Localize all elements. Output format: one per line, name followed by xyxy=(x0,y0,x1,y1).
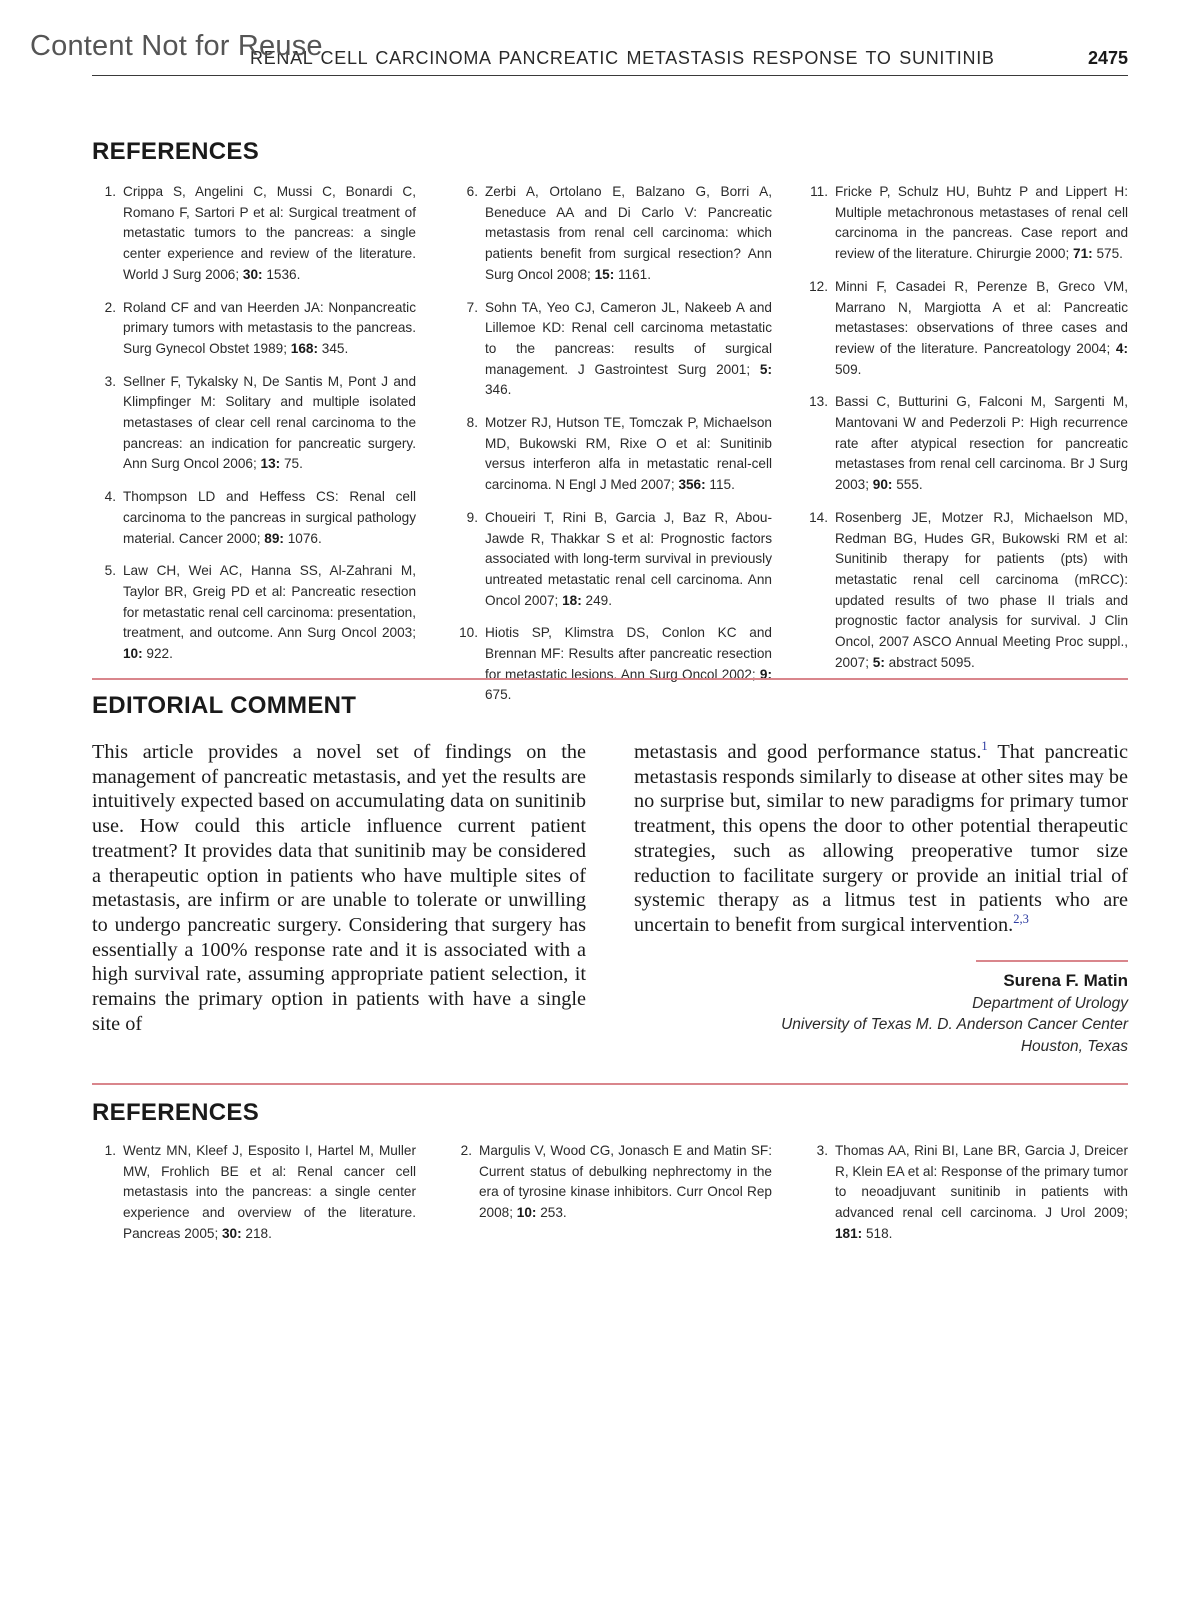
reference-volume: 168: xyxy=(290,340,318,356)
reference-citation: Minni F, Casadei R, Perenze B, Greco VM, Marrano N, Margiotta A et al: Pancreatic metastases: observations of three cases and review of the literature. Pancreatology 2004; xyxy=(835,278,1128,356)
signature-divider xyxy=(976,960,1128,962)
reference-volume: 13: xyxy=(260,456,281,472)
reference-pages: 249. xyxy=(581,592,612,608)
reference-item xyxy=(448,1141,772,1224)
reference-pages: 675. xyxy=(485,687,512,703)
references-heading: REFERENCES xyxy=(92,138,260,165)
citation-link[interactable]: 1 xyxy=(981,739,988,754)
reference-citation: Bassi C, Butturini G, Falconi M, Sargenti M, Mantovani W and Pederzoli P: High recurrence rate after atypical resection for pancreatic metastases from renal cell carcinoma. Br J Surg 2003; xyxy=(835,394,1128,493)
reference-citation: Fricke P, Schulz HU, Buhtz P and Lippert H: Multiple metachronous metastases of renal cell carcinoma in the pancreas. Case report and review of the literature. Chirurgie 2000; xyxy=(835,184,1128,262)
reference-pages: 218. xyxy=(241,1225,272,1241)
reference-pages: abstract 5095. xyxy=(884,654,975,670)
reference-citation: Crippa S, Angelini C, Mussi C, Bonardi C, Romano F, Sartori P et al: Surgical treatment of metastatic tumors to the pancreas: a single center experience and review of the literature. World J Surg 2006; xyxy=(123,184,416,282)
reference-pages: 509. xyxy=(835,361,862,377)
reference-text xyxy=(835,277,1128,381)
editorial-body xyxy=(92,740,1128,1057)
reference-citation: Roland CF and van Heerden JA: Nonpancreatic primary tumors with metastasis to the pancreas. Surg Gynecol Obstet 1989; xyxy=(123,299,416,356)
references-heading: REFERENCES xyxy=(92,1099,260,1126)
reference-number: 1. xyxy=(104,184,116,199)
reference-number: 10. xyxy=(459,625,478,641)
reference-volume: 10: xyxy=(123,646,143,662)
references-list xyxy=(92,1141,1128,1257)
editorial-heading: EDITORIAL COMMENT xyxy=(92,692,357,719)
section-divider xyxy=(92,678,1128,680)
reference-pages: 346. xyxy=(485,382,512,398)
reference-pages: 518. xyxy=(862,1225,893,1241)
reference-number: 1. xyxy=(104,1143,116,1158)
reference-item xyxy=(92,298,416,360)
author-location: Houston, Texas xyxy=(1020,1037,1128,1055)
reference-citation: Choueiri T, Rini B, Garcia J, Baz R, Abou-Jawde R, Thakkar S et al: Prognostic factors associated with long-term survival in previously untreated metastatic renal cell carcinoma. Ann Oncol 2007; xyxy=(485,509,772,608)
reference-citation: Wentz MN, Kleef J, Esposito I, Hartel M, Muller MW, Frohlich BE et al: Renal cancer cell metastasis into the pancreas: a single center experience and overview of the literature. Pancreas 2005; xyxy=(123,1143,416,1241)
editorial-paragraph-continued xyxy=(634,740,1128,938)
reference-column xyxy=(804,182,1128,718)
reference-column xyxy=(448,1141,772,1257)
reference-pages: 75. xyxy=(280,456,303,472)
reference-number: 2. xyxy=(104,299,116,315)
reference-text xyxy=(835,508,1128,674)
reference-volume: 9: xyxy=(759,666,772,682)
author-signature xyxy=(634,969,1128,1058)
reference-pages: 1536. xyxy=(262,266,301,282)
reference-number: 14. xyxy=(809,509,828,525)
citation-link[interactable]: 2,3 xyxy=(1013,912,1029,927)
reference-item xyxy=(92,182,416,286)
reference-volume: 71: xyxy=(1073,246,1093,262)
reference-text xyxy=(485,508,772,612)
reference-citation: Law CH, Wei AC, Hanna SS, Al-Zahrani M, Taylor BR, Greig PD et al: Pancreatic resection for metastatic renal cell carcinoma: presentation, treatment, and outcome. Ann Surg Oncol 2003; xyxy=(123,563,416,641)
reference-item xyxy=(804,1141,1128,1245)
reference-number: 9. xyxy=(466,509,478,525)
reference-number: 3. xyxy=(104,373,116,389)
reference-citation: Sohn TA, Yeo CJ, Cameron JL, Nakeeb A and Lillemoe KD: Renal cell carcinoma metastatic to the pancreas: results of surgical management. J Gastrointest Surg 2001; xyxy=(485,299,772,377)
reference-item xyxy=(448,298,772,402)
reference-number: 2. xyxy=(460,1143,472,1158)
reference-pages: 555. xyxy=(892,477,923,493)
reference-pages: 115. xyxy=(705,477,735,493)
reference-volume: 5: xyxy=(759,361,772,377)
reference-item xyxy=(92,1141,416,1245)
editorial-text: metastasis and good performance status. xyxy=(634,741,982,763)
reference-item xyxy=(448,413,772,496)
reference-text xyxy=(835,182,1128,265)
reference-pages: 922. xyxy=(142,646,173,662)
reference-item xyxy=(804,508,1128,674)
reference-item xyxy=(92,561,416,665)
reference-volume: 89: xyxy=(264,530,284,546)
editorial-text: That pancreatic metastasis responds similarly to disease at other sites may be no surprise but, similar to new paradigms for primary tumor treatment, this opens the door to other potential therapeutic strategies, such as allowing preoperative tumor size reduction to facilitate surgery or provide an initial trial of systemic therapy as a litmus test in patients who are uncertain to benefit from surgical intervention. xyxy=(634,741,1128,936)
reference-number: 12. xyxy=(809,278,828,294)
reference-pages: 253. xyxy=(536,1205,567,1221)
reference-text xyxy=(123,372,416,476)
reference-text xyxy=(835,1141,1128,1245)
running-title: RENAL CELL CARCINOMA PANCREATIC METASTASIS RESPONSE TO SUNITINIB xyxy=(250,48,995,68)
reference-item xyxy=(92,372,416,476)
reference-volume: 30: xyxy=(242,266,263,282)
reference-pages: 345. xyxy=(317,340,349,356)
reference-citation: Hiotis SP, Klimstra DS, Conlon KC and Brennan MF: Results after pancreatic resection for metastatic lesions. Ann Surg Oncol 2002; xyxy=(485,625,772,682)
reference-item xyxy=(804,277,1128,381)
reference-text xyxy=(485,182,772,286)
reference-item xyxy=(448,623,772,706)
reference-column xyxy=(448,182,772,718)
reference-text xyxy=(485,413,772,496)
reference-volume: 4: xyxy=(1115,340,1128,356)
reference-text xyxy=(835,392,1128,496)
reference-citation: Thomas AA, Rini BI, Lane BR, Garcia J, Dreicer R, Klein EA et al: Response of the primary tumor to neoadjuvant sunitinib in patients with advanced renal cell carcinoma. J Urol 2009; xyxy=(835,1143,1128,1221)
reference-pages: 575. xyxy=(1092,246,1123,262)
reference-text xyxy=(123,1141,416,1245)
reference-item xyxy=(92,487,416,549)
reference-volume: 90: xyxy=(872,477,893,493)
reference-volume: 30: xyxy=(222,1225,242,1241)
editorial-paragraph: This article provides a novel set of findings on the management of pancreatic metastasis, and yet the results are intuitively expected based on accumulating data on sunitinib use. How could this article influence current patient treatment? It provides data that sunitinib may be considered a therapeutic option in patients who have multiple sites of metastasis, are infirm or are unable to tolerate or unwilling to undergo pancreatic surgery. Considering that surgery has essentially a 100% response rate and it is associated with a high survival rate, assuming appropriate patient selection, it remains the primary option in patients with have a single site of xyxy=(92,741,586,1035)
reference-item xyxy=(804,182,1128,265)
reference-item xyxy=(804,392,1128,496)
reference-text xyxy=(123,561,416,665)
reference-citation: Thompson LD and Heffess CS: Renal cell carcinoma to the pancreas in surgical pathology material. Cancer 2000; xyxy=(123,489,416,546)
reference-number: 6. xyxy=(466,184,478,199)
reference-volume: 5: xyxy=(872,654,885,670)
author-name: Surena F. Matin xyxy=(1003,970,1128,990)
reference-volume: 181: xyxy=(835,1225,863,1241)
reference-number: 13. xyxy=(809,394,828,410)
reference-text xyxy=(485,623,772,706)
reference-volume: 356: xyxy=(678,477,706,493)
reference-citation: Margulis V, Wood CG, Jonasch E and Matin SF: Current status of debulking nephrectomy in the era of tyrosine kinase inhibitors. Curr Oncol Rep 2008; xyxy=(479,1143,772,1221)
watermark: Content Not for Reuse xyxy=(30,30,323,62)
reference-citation: Sellner F, Tykalsky N, De Santis M, Pont J and Klimpfinger M: Solitary and multiple isolated metastases of clear cell renal carcinoma to the pancreas: an indication for pancreatic surgery. Ann Surg Oncol 2006; xyxy=(123,373,416,472)
reference-number: 3. xyxy=(816,1143,828,1158)
section-divider xyxy=(92,1083,1128,1085)
reference-column xyxy=(92,1141,416,1257)
reference-number: 4. xyxy=(104,489,116,505)
reference-text xyxy=(123,298,416,360)
reference-pages: 1076. xyxy=(283,530,322,546)
reference-volume: 18: xyxy=(562,592,582,608)
reference-pages: 1161. xyxy=(614,266,652,282)
references-list xyxy=(92,182,1128,718)
reference-text xyxy=(123,182,416,286)
reference-column xyxy=(92,182,416,718)
reference-item xyxy=(448,508,772,612)
author-institution: University of Texas M. D. Anderson Cancer Center xyxy=(781,1016,1128,1034)
page-number: 2475 xyxy=(1087,48,1128,68)
reference-text xyxy=(123,487,416,549)
reference-citation: Motzer RJ, Hutson TE, Tomczak P, Michaelson MD, Bukowski RM, Rixe O et al: Sunitinib versus interferon alfa in metastatic renal-cell carcinoma. N Engl J Med 2007; xyxy=(485,415,772,493)
reference-volume: 10: xyxy=(516,1205,537,1221)
reference-number: 5. xyxy=(104,563,116,579)
reference-citation: Zerbi A, Ortolano E, Balzano G, Borri A, Beneduce AA and Di Carlo V: Pancreatic metastasis from renal cell carcinoma: which patients benefit from surgical resection? Ann Surg Oncol 2008; xyxy=(485,184,772,282)
reference-number: 7. xyxy=(466,299,478,315)
reference-number: 11. xyxy=(810,184,828,199)
reference-citation: Rosenberg JE, Motzer RJ, Michaelson MD, Redman BG, Hudes GR, Bukowski RM et al: Sunitinib therapy for patients (pts) with metastatic renal cell carcinoma (mRCC): updated results of two phase II trials and prognostic factor analysis for survival. J Clin Oncol, 2007 ASCO Annual Meeting Proc suppl., 2007; xyxy=(835,509,1128,670)
reference-volume: 15: xyxy=(594,266,615,282)
reference-text xyxy=(485,298,772,402)
reference-text xyxy=(479,1141,772,1224)
editorial-column-left xyxy=(92,740,586,1057)
reference-number: 8. xyxy=(466,415,478,431)
reference-column xyxy=(804,1141,1128,1257)
editorial-column-right xyxy=(634,740,1128,1057)
reference-item xyxy=(448,182,772,286)
author-department: Department of Urology xyxy=(972,994,1128,1012)
